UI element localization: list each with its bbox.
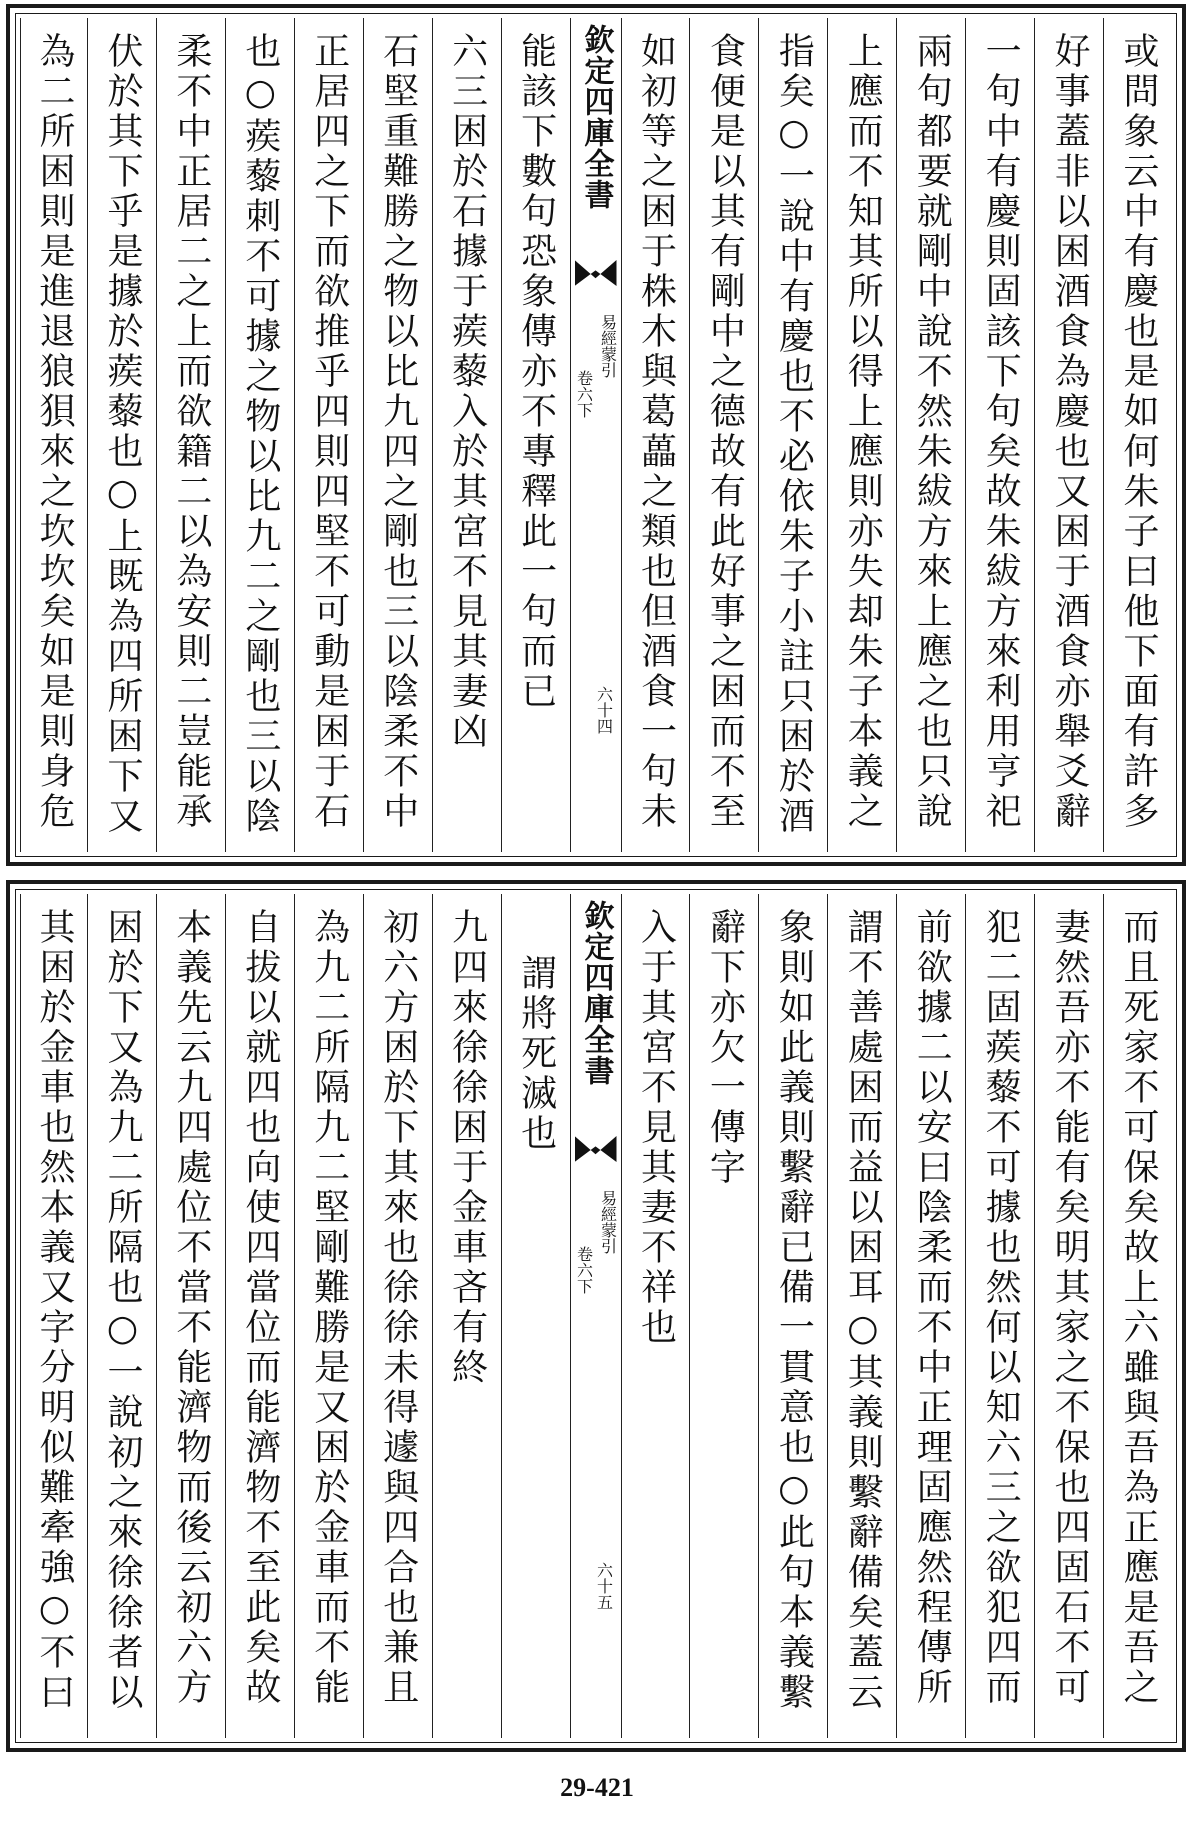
text-column xyxy=(965,894,1034,1738)
text-column xyxy=(896,18,965,852)
book-name: 易經蒙引 xyxy=(598,314,618,378)
page-number: 29-421 xyxy=(560,1773,634,1802)
page-bottom xyxy=(6,880,1186,1752)
text-column xyxy=(689,894,758,1738)
column-text: 象則如此義則繫辭已備一貫意也○此句本義繫 xyxy=(773,908,815,1713)
book-title: 欽定四庫全書 xyxy=(578,24,614,210)
text-column xyxy=(294,18,363,852)
text-column xyxy=(1034,894,1103,1738)
book-name: 易經蒙引 xyxy=(598,1190,618,1254)
text-column xyxy=(1034,18,1103,852)
fish-tail-mark-icon xyxy=(575,260,617,286)
text-column xyxy=(758,894,827,1738)
column-text: 一句中有慶則固該下句矣故朱紱方來利用亨祀 xyxy=(980,32,1022,832)
text-column xyxy=(363,18,432,852)
column-text: 謂不善處困而益以困耳○其義則繫辭備矣蓋云 xyxy=(842,908,884,1713)
column-text: 犯二固蒺藜不可據也然何以知六三之欲犯四而 xyxy=(980,908,1022,1708)
center-strip xyxy=(570,18,621,852)
column-text: 為二所困則是進退狼狽來之坎坎矣如是則身危 xyxy=(34,32,76,832)
text-column xyxy=(20,18,87,852)
text-column xyxy=(501,18,570,852)
column-text: 好事蓋非以困酒食為慶也又困于酒食亦舉爻辭 xyxy=(1049,32,1091,832)
text-column xyxy=(689,18,758,852)
text-column xyxy=(1103,894,1172,1738)
column-text: 正居四之下而欲推乎四則四堅不可動是困于石 xyxy=(308,32,350,832)
column-text: 六三困於石據于蒺藜入於其宮不見其妻凶 xyxy=(446,32,488,752)
folio-number: 六十五 xyxy=(594,1562,614,1610)
text-column xyxy=(225,894,294,1738)
volume-label: 卷六下 xyxy=(574,370,594,418)
column-text: 伏於其下乎是據於蒺藜也○上既為四所困下又 xyxy=(101,32,143,837)
text-column xyxy=(621,894,690,1738)
column-text: 辭下亦欠一傳字 xyxy=(704,908,746,1188)
column-text: 初六方困於下其來也徐徐未得遽與四合也兼且 xyxy=(377,908,419,1708)
text-column xyxy=(20,894,87,1738)
column-text: 石堅重難勝之物以比九四之剛也三以陰柔不中 xyxy=(377,32,419,832)
column-text: 上應而不知其所以得上應則亦失却朱子本義之 xyxy=(842,32,884,832)
text-column xyxy=(965,18,1034,852)
column-text: 而且死家不可保矣故上六雖與吾為正應是吾之 xyxy=(1118,908,1160,1708)
text-column xyxy=(827,894,896,1738)
column-text: 入于其宮不見其妻不祥也 xyxy=(635,908,677,1348)
text-column xyxy=(758,18,827,852)
text-column xyxy=(156,894,225,1738)
text-column xyxy=(1103,18,1172,852)
column-text: 柔不中正居二之上而欲籍二以為安則二豈能承 xyxy=(170,32,212,832)
column-text: 本義先云九四處位不當不能濟物而後云初六方 xyxy=(170,908,212,1708)
text-column xyxy=(896,894,965,1738)
fish-tail-mark-icon xyxy=(575,1136,617,1162)
text-column xyxy=(827,18,896,852)
book-title: 欽定四庫全書 xyxy=(578,900,614,1086)
column-text: 也○蒺藜刺不可據之物以比九二之剛也三以陰 xyxy=(239,32,281,837)
page-top xyxy=(6,4,1186,866)
column-text: 為九二所隔九二堅剛難勝是又困於金車而不能 xyxy=(308,908,350,1708)
column-text: 妻然吾亦不能有矣明其家之不保也四固石不可 xyxy=(1049,908,1091,1708)
text-column xyxy=(225,18,294,852)
center-strip xyxy=(570,894,621,1738)
column-text: 如初等之困于株木與葛藟之類也但酒食一句未 xyxy=(635,32,677,832)
text-column xyxy=(432,894,501,1738)
text-column xyxy=(294,894,363,1738)
column-text: 自拔以就四也向使四當位而能濟物不至此矣故 xyxy=(239,908,281,1708)
text-column xyxy=(363,894,432,1738)
column-text: 指矣○一說中有慶也不必依朱子小註只困於酒 xyxy=(773,32,815,837)
column-text: 九四來徐徐困于金車吝有終 xyxy=(446,908,488,1388)
folio-number: 六十四 xyxy=(594,686,614,734)
column-text: 前欲據二以安曰陰柔而不中正理固應然程傳所 xyxy=(911,908,953,1708)
text-column xyxy=(621,18,690,852)
column-text: 謂將死滅也 xyxy=(515,954,557,1154)
text-column xyxy=(501,894,570,1738)
text-column xyxy=(432,18,501,852)
text-column xyxy=(87,18,156,852)
volume-label: 卷六下 xyxy=(574,1246,594,1294)
column-text: 困於下又為九二所隔也○一說初之來徐徐者以 xyxy=(101,908,143,1713)
column-text: 食便是以其有剛中之德故有此好事之困而不至 xyxy=(704,32,746,832)
text-column xyxy=(156,18,225,852)
column-text: 兩句都要就剛中說不然朱紱方來上應之也只說 xyxy=(911,32,953,832)
column-text: 或問象云中有慶也是如何朱子曰他下面有許多 xyxy=(1118,32,1160,832)
column-text: 能該下數句恐象傳亦不專釋此一句而已 xyxy=(515,32,557,712)
column-text: 其困於金車也然本義又字分明似難牽強○不曰 xyxy=(34,908,76,1713)
text-column xyxy=(87,894,156,1738)
